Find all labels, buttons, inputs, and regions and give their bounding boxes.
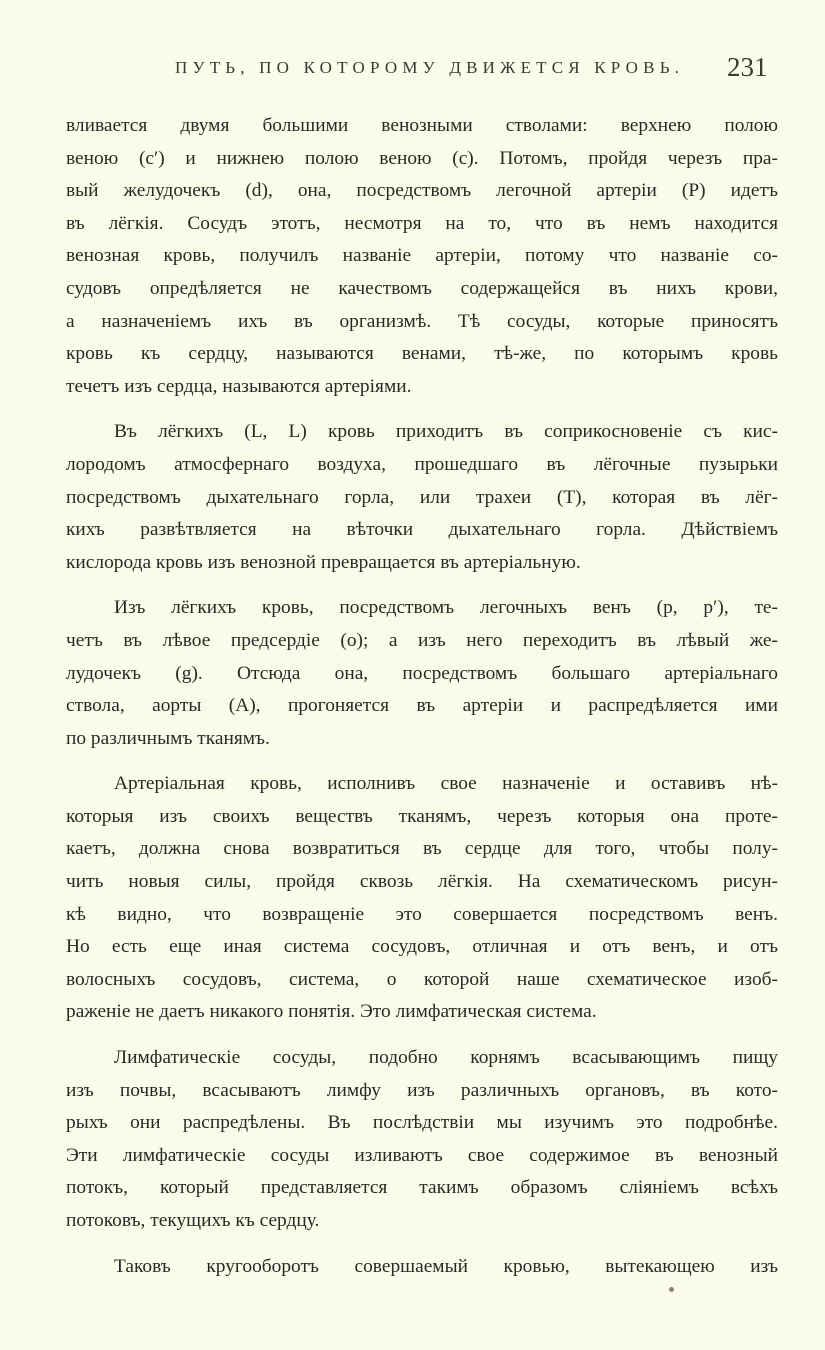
text-line: венозная кровь, получилъ названіе артеріи, потому что названіе со-: [66, 245, 778, 267]
text-line: лудочекъ (g). Отсюда она, посредствомъ большаго артеріальнаго: [66, 662, 778, 684]
paragraph: [66, 592, 778, 755]
text-line: потоковъ, текущихъ къ сердцу.: [66, 1210, 320, 1231]
text-line: лородомъ атмосфернаго воздуха, прошедшаго въ лёгочные пузырьки: [66, 453, 778, 475]
text-line: течетъ изъ сердца, называются артеріями.: [66, 375, 412, 397]
text-line: Эти лимфатическіе сосуды изливаютъ свое содержимое въ венозный: [66, 1144, 778, 1166]
text-line: кислорода кровь изъ венозной превращается въ артеріальную.: [66, 551, 581, 573]
ink-spot: [669, 1287, 674, 1292]
text-line: Но есть еще иная система сосудовъ, отличная и отъ венъ, и отъ: [66, 936, 778, 958]
text-line: кѣ видно, что возвращеніе это совершается посредствомъ венъ.: [66, 903, 778, 925]
text-line: кровь къ сердцу, называются венами, тѣ-же, по которымъ кровь: [66, 343, 778, 365]
text-line: вливается двумя большими венозными стволами: верхнею полою: [66, 115, 778, 136]
text-line: раженіе не даетъ никакого понятія. Это лимфатическая система.: [66, 1001, 597, 1023]
running-title: ПУТЬ, ПО КОТОРОМУ ДВИЖЕТСЯ КРОВЬ.: [175, 58, 685, 77]
text-line: четъ въ лѣвое предсердіе (о); а изъ него переходитъ въ лѣвый же-: [66, 629, 778, 651]
paragraph: [66, 416, 778, 579]
text-line: Артеріальная кровь, исполнивъ свое назначеніе и оставивъ нѣ-: [114, 773, 778, 795]
page-number: 231: [727, 52, 768, 82]
text-line: которыя изъ своихъ веществъ тканямъ, черезъ которыя она проте-: [66, 805, 778, 827]
text-line: вый желудочекъ (d), она, посредствомъ легочной артеріи (Р) идетъ: [66, 180, 778, 202]
text-line: по различнымъ тканямъ.: [66, 727, 270, 749]
text-line: волосныхъ сосудовъ, система, о которой наше схематическое изоб-: [66, 968, 778, 990]
text-line: каетъ, должна снова возвратиться въ сердце для того, чтобы полу-: [66, 838, 778, 860]
text-line: Изъ лёгкихъ кровь, посредствомъ легочныхъ венъ (р, р′), те-: [114, 597, 778, 619]
text-line: ствола, аорты (А), прогоняется въ артеріи и распредѣляется ими: [66, 695, 778, 717]
paragraph: [66, 110, 778, 403]
text-line: Въ лёгкихъ (L, L) кровь приходитъ въ соприкосновеніе съ кис-: [114, 421, 778, 443]
text-line: судовъ опредѣляется не качествомъ содержащейся въ нихъ крови,: [66, 277, 778, 299]
text-line: чить новыя силы, пройдя сквозь лёгкія. На схематическомъ рисун-: [66, 871, 778, 893]
body-text: [66, 110, 778, 1283]
text-line: кихъ развѣтвляется на вѣточки дыхательнаго горла. Дѣйствіемъ: [66, 519, 778, 541]
text-line: рыхъ они распредѣлены. Въ послѣдствіи мы изучимъ это подробнѣе.: [66, 1112, 778, 1134]
text-line: потокъ, который представляется такимъ образомъ сліяніемъ всѣхъ: [66, 1177, 778, 1199]
text-line: Таковъ кругооборотъ совершаемый кровью, вытекающею изъ: [114, 1255, 778, 1277]
text-line: Лимфатическіе сосуды, подобно корнямъ всасывающимъ пищу: [114, 1047, 778, 1069]
paragraph: [66, 1042, 778, 1238]
paragraph: [66, 1251, 778, 1284]
text-line: изъ почвы, всасываютъ лимфу изъ различныхъ органовъ, въ кото-: [66, 1079, 778, 1101]
text-line: посредствомъ дыхательнаго горла, или трахеи (Т), которая въ лёг-: [66, 486, 778, 508]
paragraph: [66, 768, 778, 1029]
text-line: а назначеніемъ ихъ въ организмѣ. Тѣ сосуды, которые приносятъ: [66, 310, 778, 332]
text-line: въ лёгкія. Сосудъ этотъ, несмотря на то, что въ немъ находится: [66, 212, 778, 234]
text-line: веною (с′) и нижнею полою веною (с). Потомъ, пройдя черезъ пра-: [66, 147, 778, 169]
